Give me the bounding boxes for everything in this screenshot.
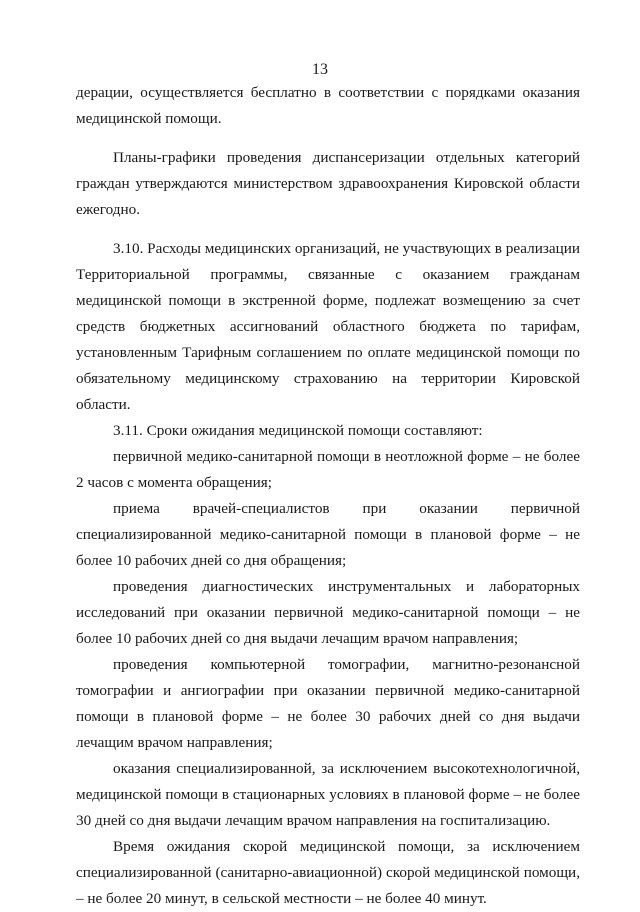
paragraph-10: Время ожидания скорой медицинской помощи, за исключением специализированной (санитарно-авиационной) скорой медицинской помощи, – не более 20 минут, в сельской местности – не более 40 минут. <box>76 838 580 907</box>
paragraph-5: первичной медико-санитарной помощи в неотложной форме – не более 2 часов с момента обращения; <box>76 448 580 491</box>
paragraph-4: 3.11. Сроки ожидания медицинской помощи составляют: <box>113 422 483 439</box>
paragraph-2: Планы-графики проведения диспансеризации отдельных категорий граждан утверждаются министерством здравоохранения Кировской области ежегодно. <box>76 149 580 218</box>
paragraph-9: оказания специализированной, за исключением высокотехнологичной, медицинской помощи в стационарных условиях в плановой форме – не более 30 дней со дня выдачи лечащим врачом направления на госпитализацию. <box>76 760 580 829</box>
paragraph-8: проведения компьютерной томографии, магнитно-резонансной томографии и ангиографии при оказании первичной медико-санитарной помощи в плановой форме – не более 30 рабочих дней со дня выдачи лечащим врачом направления; <box>76 656 580 751</box>
paragraph-7: проведения диагностических инструментальных и лабораторных исследований при оказании первичной медико-санитарной помощи – не более 10 рабочих дней со дня выдачи лечащим врачом направления; <box>76 578 580 647</box>
document-body <box>76 80 580 912</box>
paragraph-1: дерации, осуществляется бесплатно в соответствии с порядками оказания медицинской помощи. <box>76 84 580 127</box>
page-number: 13 <box>312 61 328 78</box>
paragraph-6: приема врачей-специалистов при оказании первичной специализированной медико-санитарной помощи в плановой форме – не более 10 рабочих дней со дня обращения; <box>76 500 580 569</box>
paragraph-3: 3.10. Расходы медицинских организаций, не участвующих в реализации Территориальной программы, связанные с оказанием гражданам медицинской помощи в экстренной форме, подлежат возмещению за счет средств бюджетных ассигнований областного бюджета по тарифам, установленным Тарифным соглашением по оплате медицинской помощи по обязательному медицинскому страхованию на территории Кировской области. <box>76 240 580 413</box>
